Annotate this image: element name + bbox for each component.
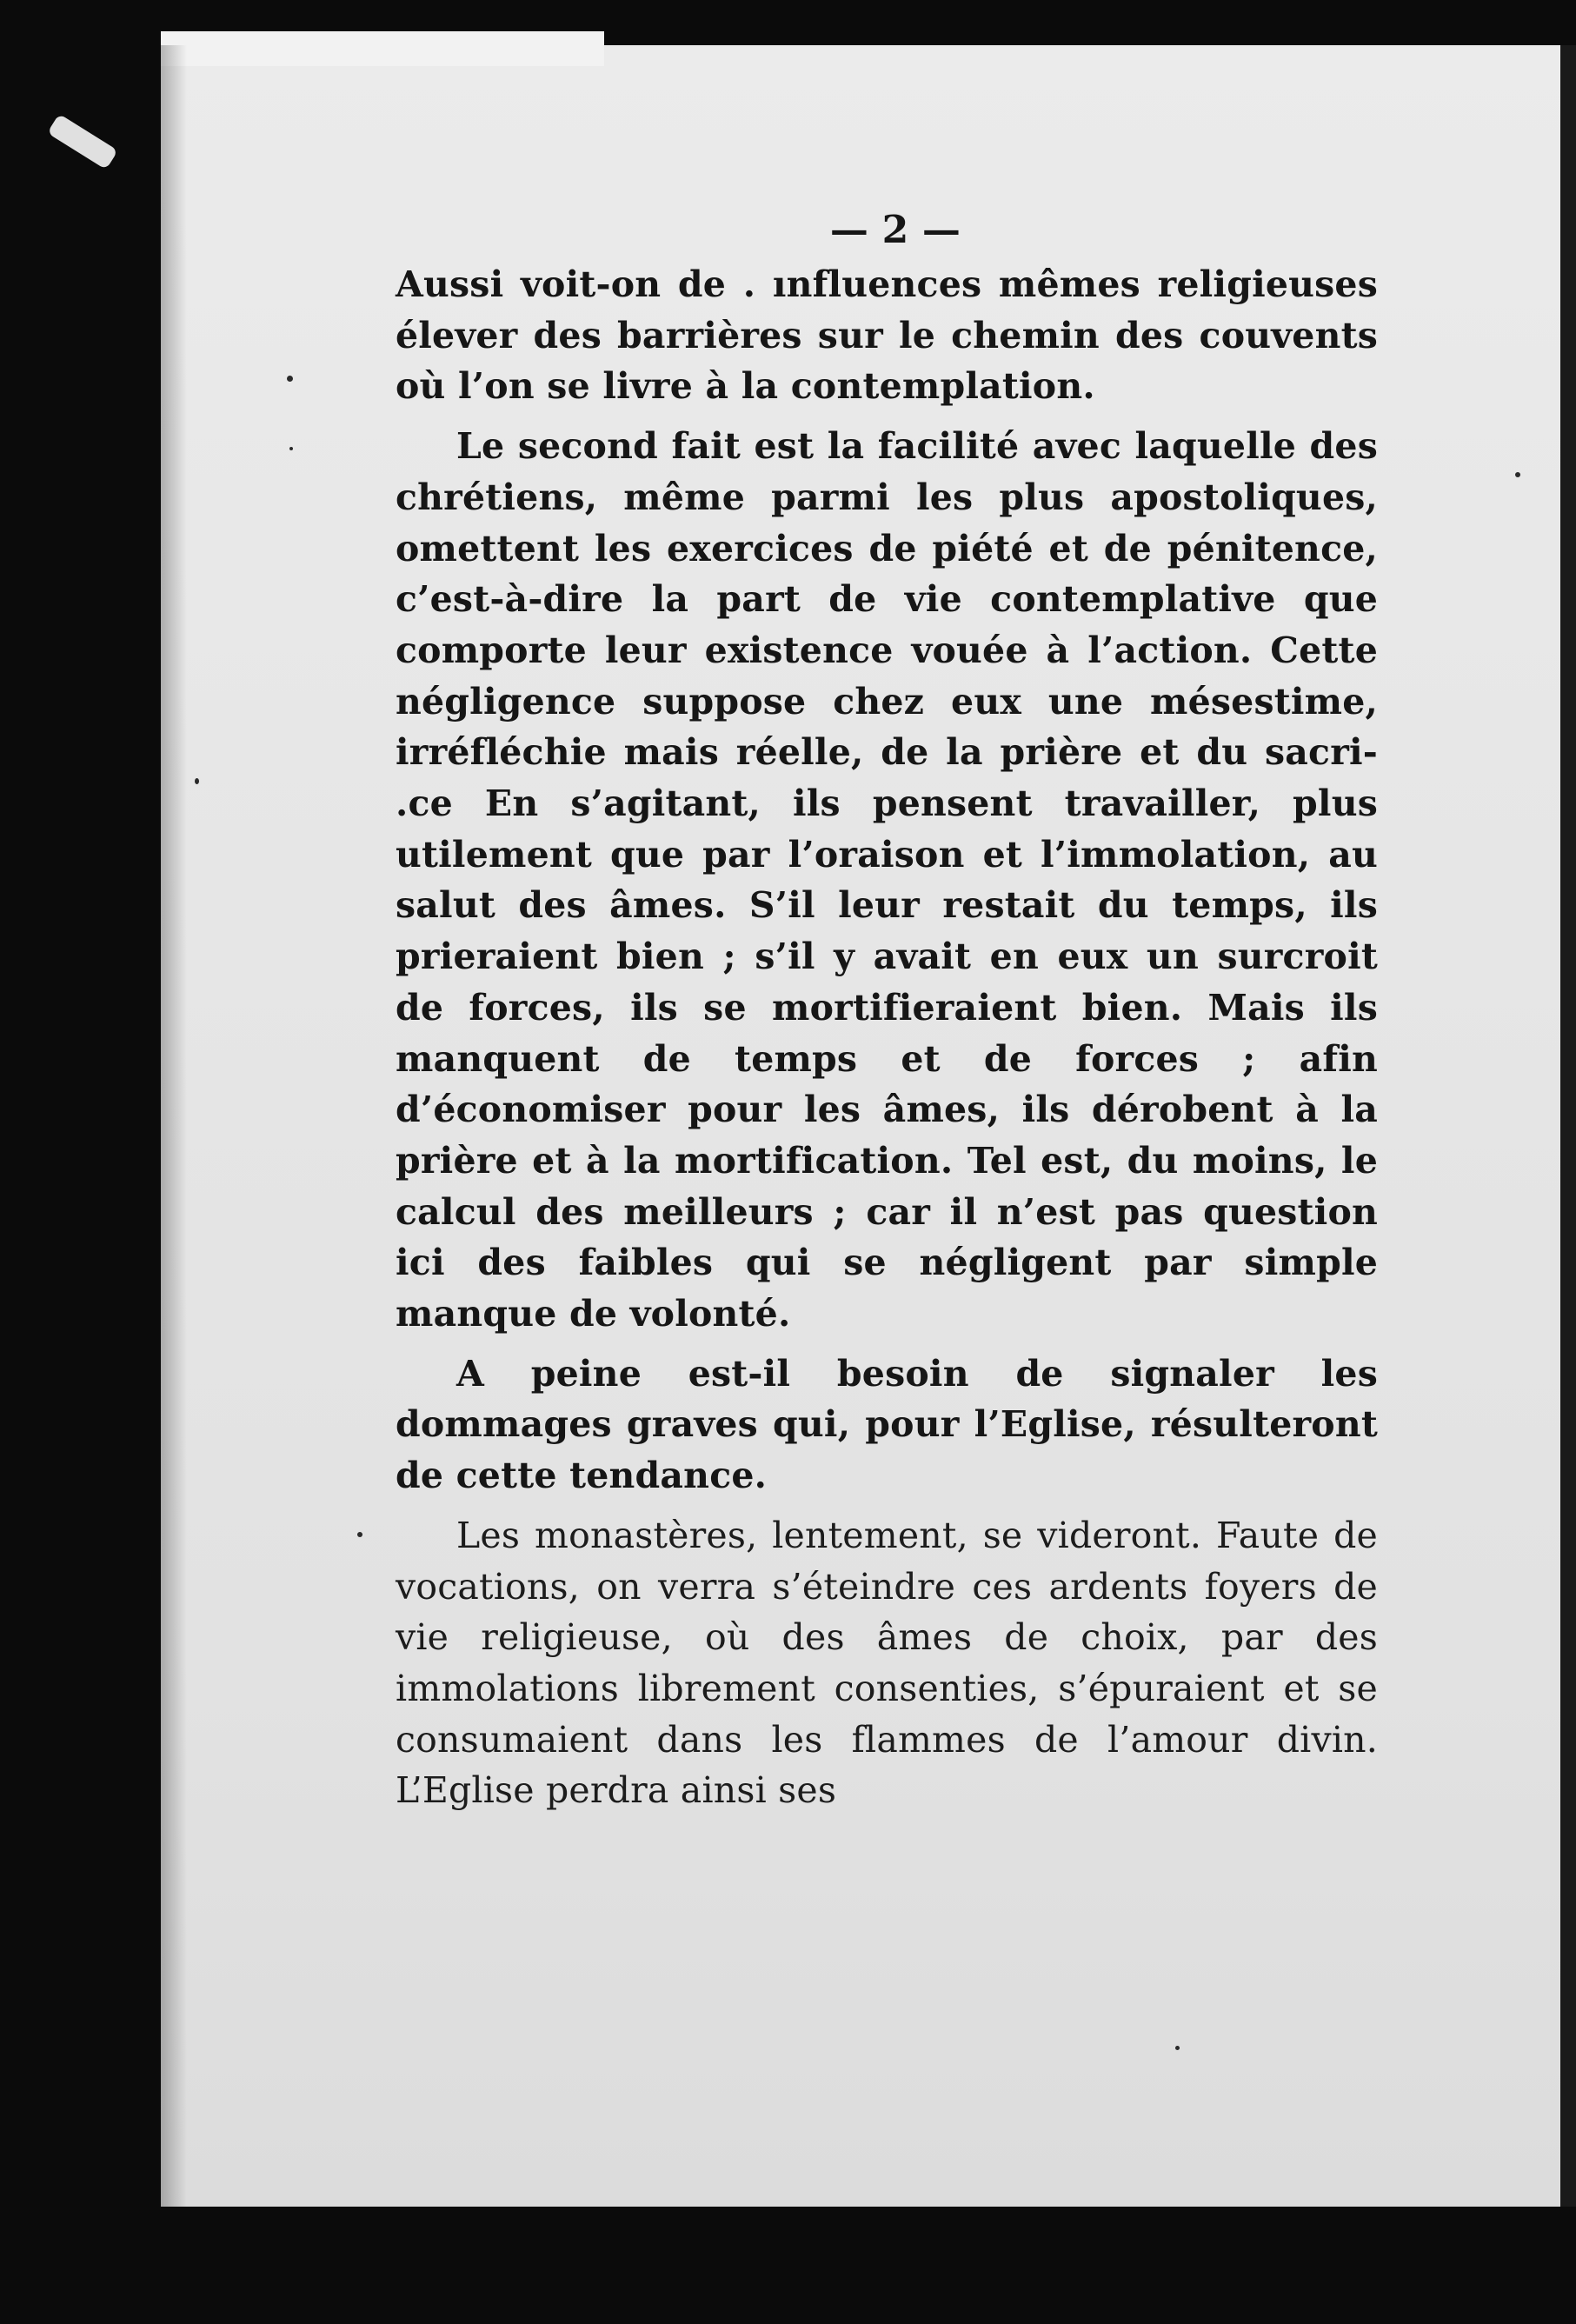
page-gutter-shadow xyxy=(161,45,187,2207)
speck-mark xyxy=(1175,2046,1180,2050)
page-number: — 2 — xyxy=(829,208,961,252)
corner-paper-fragment xyxy=(47,114,118,170)
paragraph-4: Les monastères, lentement, se videront. Faute de vocations, on verra s’éteindre ces ardents foyers de vie religieuse, où des âmes de choix, par des immolations librement consenties, s’épuraient et se consumaient dans les flammes de l’amour divin. L’Eglise perdra ainsi ses xyxy=(396,1514,1378,1812)
paragraph-1: Aussi voit-on de . ınfluences mêmes religieuses élever des barrières sur le chemin des couvents où l’on se livre à la contemplation. xyxy=(396,263,1378,408)
paragraph-2: Le second fait est la facilité avec laquelle des chrétiens, même parmi les plus apostoliques, omettent les exercices de piété et de pénitence, c’est-à-dire la part de vie contemplative que comporte leur existence vouée à l’action. Cette négligence suppose chez eux une mésestime, irréfléchie mais réelle, de la prière et du sacri- .ce En s’agitant, ils pensent travailler, plus utilement que par l’oraison et l’immolation, au salut des âmes. S’il leur restait du temps, ils prieraient bien ; s’il y avait en eux un surcroit de forces, ils se mortifieraient bien. Mais ils manquent de temps et de forces ; afin d’économiser pour les âmes, ils dérobent à la prière et à la mortification. Tel est, du moins, le calcul des meilleurs ; car il n’est pas question ici des faibles qui se négligent par simple manque de volonté. xyxy=(396,425,1378,1335)
page-text xyxy=(396,204,1378,1825)
page-right-edge xyxy=(1560,45,1576,2207)
speck-mark xyxy=(287,376,293,382)
paragraph-3: A peine est-il besoin de signaler les dommages graves qui, pour l’Eglise, résulteront de cette tendance. xyxy=(396,1352,1378,1497)
speck-mark xyxy=(1515,472,1520,477)
speck-mark xyxy=(195,778,199,784)
speck-mark xyxy=(289,447,293,450)
page-top-strip xyxy=(161,31,604,66)
speck-mark xyxy=(357,1532,362,1537)
